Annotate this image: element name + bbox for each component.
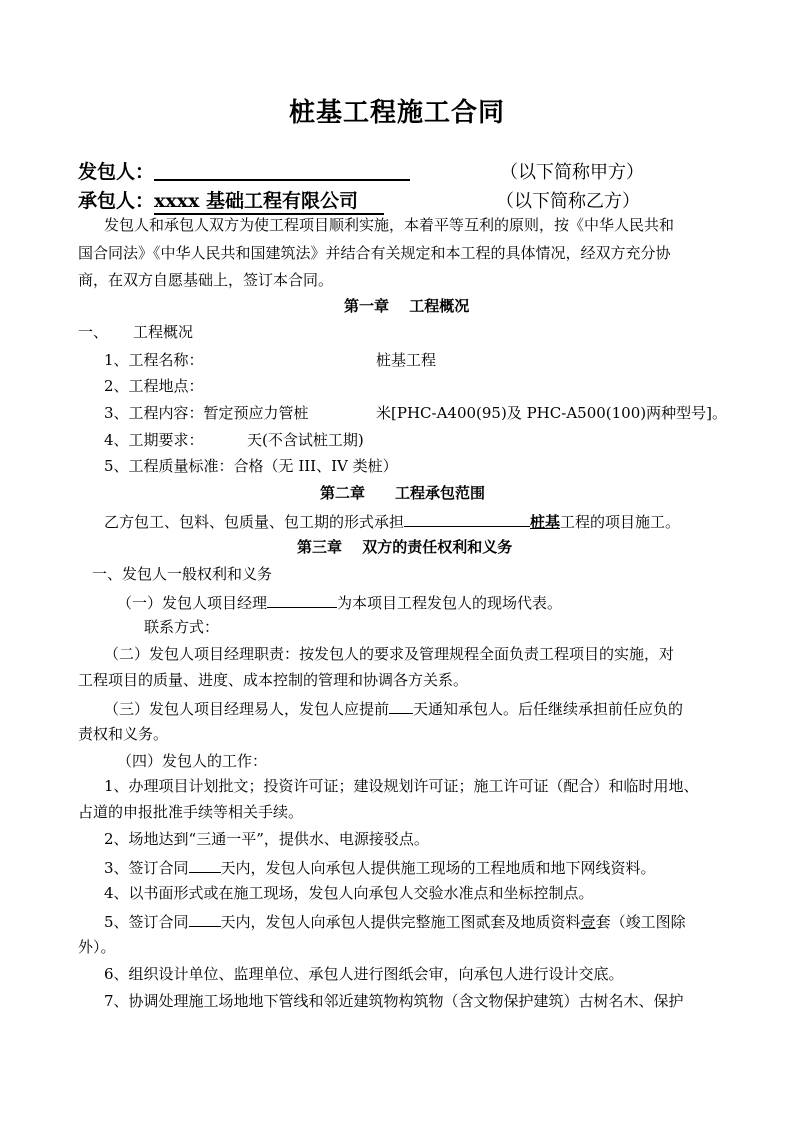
work-3-before: 3、签订合同	[104, 859, 189, 877]
section-1-title: 工程概况	[133, 323, 194, 341]
section-3-1-title: 一、发包人一般权利和义务	[92, 565, 273, 583]
scope-blank	[404, 510, 530, 527]
project-content-label: 3、工程内容：暂定预应力管桩	[104, 404, 309, 422]
clause-1-before: （一）发包人项目经理	[117, 594, 268, 612]
contractor-value: xxxx 基础工程有限公司	[154, 186, 384, 215]
project-name-label: 1、工程名称：	[104, 351, 204, 369]
contractor-label: 承包人：	[78, 190, 155, 212]
employer-line	[78, 157, 410, 184]
quality-standard: 5、工程质量标准：合格（无 III、IV 类桩）	[104, 457, 398, 475]
clause-1-after: 为本项目工程发包人的现场代表。	[337, 594, 563, 612]
work-5-mid: 天内，发包人向承包人提供完整施工图贰套及地质资料	[220, 913, 581, 931]
employer-value-blank	[154, 159, 410, 181]
work-5-line-1	[104, 910, 686, 932]
work-5-before: 5、签订合同	[104, 913, 189, 931]
intro-line-1: 发包人和承包人双方为使工程项目顺利实施，本着平等互利的原则，按《中华人民共和	[104, 216, 675, 234]
clause-1	[117, 591, 562, 613]
scope-text-before: 乙方包工、包料、包质量、包工期的形式承担	[104, 513, 405, 531]
clause-3-line-1	[104, 697, 683, 719]
clause-3-after: 天通知承包人。后任继续承担前任应负的	[413, 700, 684, 718]
document-title: 桩基工程施工合同	[288, 98, 505, 128]
clause-2-line-2: 工程项目的质量、进度、成本控制的管理和协调各方关系。	[78, 671, 469, 689]
clause-3-line-2: 责权和义务。	[78, 725, 169, 743]
project-name-value: 桩基工程	[376, 351, 437, 369]
work-1-line-1: 1、办理项目计划批文；投资许可证；建设规划许可证；施工许可证（配合）和临时用地、	[104, 777, 699, 795]
manager-name-blank	[267, 591, 337, 608]
work-2: 2、场地达到“三通一平”，提供水、电源接驳点。	[104, 830, 429, 848]
scope-text-after: 工程的项目施工。	[560, 513, 681, 531]
work-3-after: 天内，发包人向承包人提供施工现场的工程地质和地下网线资料。	[220, 859, 656, 877]
work-5-after: 套（竣工图除	[595, 913, 686, 931]
employer-note: （以下简称甲方）	[500, 162, 644, 183]
duration-label: 4、工期要求：	[104, 431, 204, 449]
contractor-line	[78, 186, 384, 215]
work-1-line-2: 占道的申报批准手续等相关手续。	[78, 803, 304, 821]
work-5-line-2: 外）。	[78, 938, 116, 956]
employer-label: 发包人：	[78, 161, 155, 183]
section-1-number: 一、	[78, 323, 109, 341]
scope-line	[104, 510, 680, 532]
work-5-underlined: 壹	[580, 913, 596, 931]
work-3	[104, 856, 656, 878]
work-7: 7、协调处理施工场地地下管线和邻近建筑物构筑物（含文物保护建筑）古树名木、保护	[104, 992, 684, 1010]
project-location-label: 2、工程地点：	[104, 377, 204, 395]
intro-line-3: 商，在双方自愿基础上，签订本合同。	[78, 271, 334, 289]
work-4: 4、以书面形式或在施工现场，发包人向承包人交验水准点和坐标控制点。	[104, 884, 594, 902]
chapter-3-heading: 第三章 双方的责任权利和义务	[297, 538, 513, 556]
chapter-2-heading: 第二章 工程承包范围	[320, 484, 486, 502]
contractor-note: （以下简称乙方）	[496, 191, 640, 212]
clause-3-before: （三）发包人项目经理易人，发包人应提前	[104, 700, 390, 718]
contact-label: 联系方式：	[144, 618, 220, 636]
work-6: 6、组织设计单位、监理单位、承包人进行图纸会审，向承包人进行设计交底。	[104, 965, 624, 983]
intro-line-2: 国合同法》《中华人民共和国建筑法》并结合有关规定和本工程的具体情况，经双方充分协	[78, 244, 671, 262]
duration-value: 天(不含试桩工期)	[247, 431, 364, 449]
clause-4-heading: （四）发包人的工作：	[117, 752, 268, 770]
work-5-days-blank	[189, 910, 221, 927]
scope-underlined: 桩基	[530, 513, 561, 531]
notice-days-blank	[389, 697, 413, 714]
chapter-1-heading: 第一章 工程概况	[344, 297, 470, 315]
clause-2-line-1: （二）发包人项目经理职责：按发包人的要求及管理规程全面负责工程项目的实施，对	[104, 645, 675, 663]
project-content-value: 米[PHC-A400(95)及 PHC-A500(100)两种型号]。	[376, 404, 727, 422]
work-3-days-blank	[189, 856, 221, 873]
